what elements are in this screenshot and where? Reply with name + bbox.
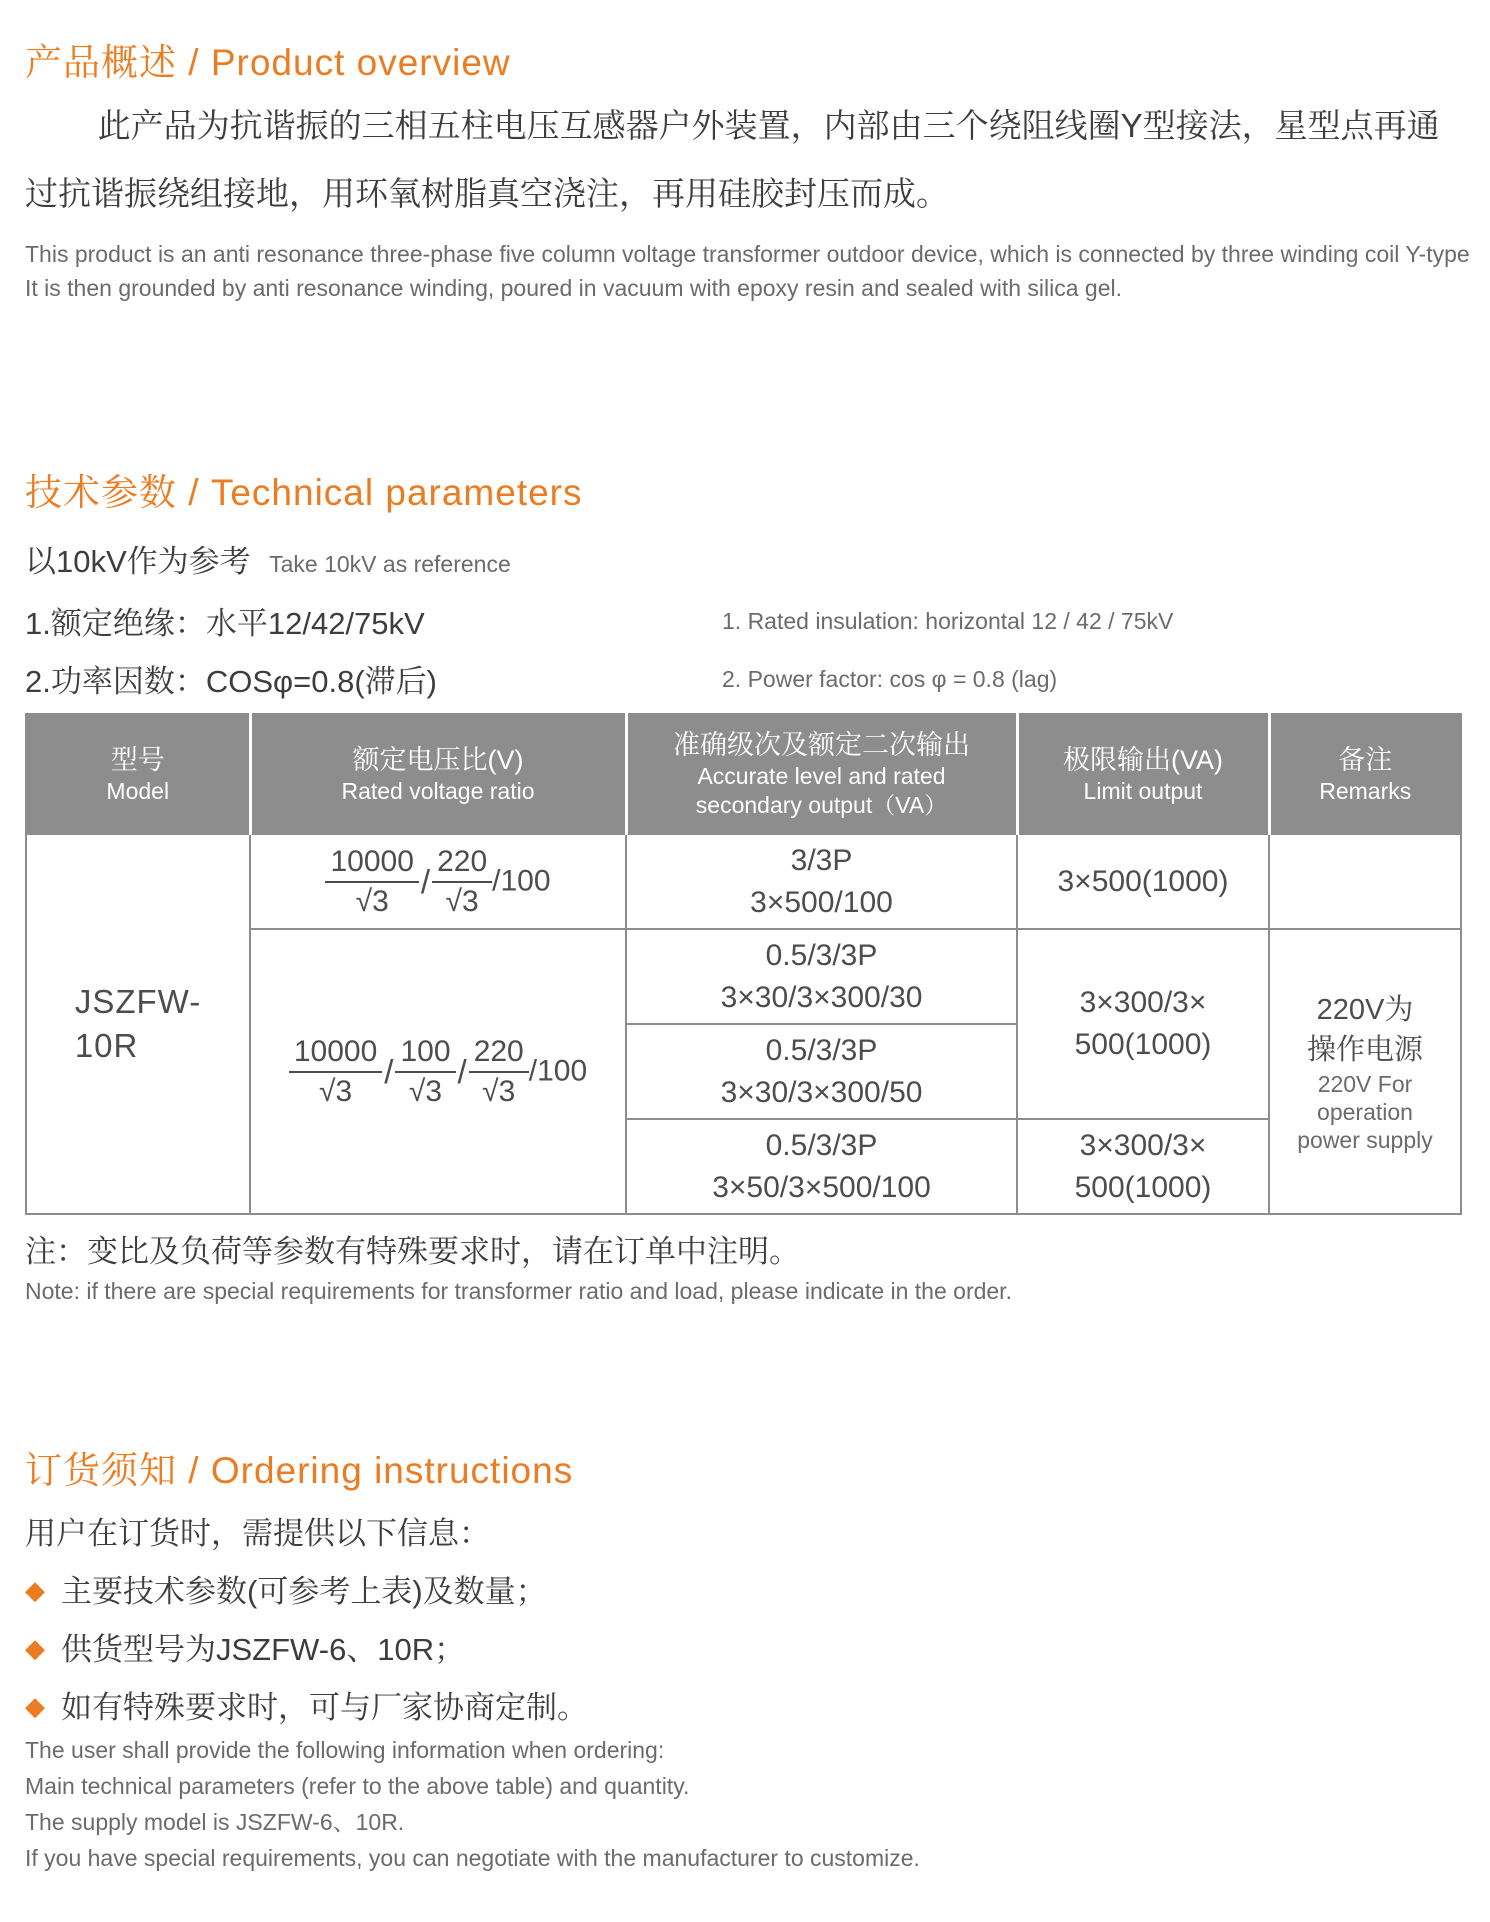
overview-paragraph-cn: 此产品为抗谐振的三相五柱电压互感器户外装置，内部由三个绕阻线圈Y型接法，星型点再通过抗谐振绕组接地，用环氧树脂真空浇注，再用硅胶封压而成。 <box>25 107 1440 212</box>
diamond-bullet-icon: ◆ <box>25 1633 45 1663</box>
bullet-text: 供货型号为JSZFW-6、10R； <box>61 1632 466 1667</box>
col-header-model-en: Model <box>106 777 170 804</box>
model-line-2: 10R <box>74 1027 139 1064</box>
voltage-fraction: $\frac{10000}{√3}$ <box>289 1036 382 1107</box>
accuracy-cell-row3: 0.5/3/3P 3×30/3×300/50 <box>626 1024 1017 1119</box>
tech-item-1-cn: 1.额定绝缘：水平12/42/75kV <box>25 606 425 641</box>
ordering-english-block <box>25 1732 920 1876</box>
limit-cell-row1: 3×500(1000) <box>1017 834 1269 929</box>
tech-item-2-en: 2. Power factor: cos φ = 0.8 (lag) <box>722 666 1058 692</box>
bullet-text: 如有特殊要求时，可与厂家协商定制。 <box>61 1690 588 1725</box>
col-header-limit-cn: 极限输出(VA) <box>1063 744 1223 775</box>
tech-item-1-en: 1. Rated insulation: horizontal 12 / 42 / 75kV <box>722 608 1174 634</box>
ordering-intro-cn: 用户在订货时，需提供以下信息： <box>25 1516 490 1551</box>
voltage-fraction: $\frac{10000}{√3}$ <box>325 846 418 917</box>
reference-text-cn: 以10kV作为参考 <box>25 544 251 579</box>
ordering-en-line-2: Main technical parameters (refer to the above table) and quantity. <box>25 1773 690 1799</box>
col-header-remarks-cn: 备注 <box>1338 744 1393 775</box>
col-header-accuracy <box>626 714 1017 834</box>
ordering-en-line-1: The user shall provide the following information when ordering: <box>25 1737 665 1763</box>
col-header-remarks-en: Remarks <box>1319 777 1412 804</box>
col-header-model <box>26 714 250 834</box>
overview-paragraph-en: This product is an anti resonance three-phase five column voltage transformer outdoor device, which is connected by three winding coil Y-type It is then grounded by anti resonance winding, poured in vacuum with epoxy resin and sealed with silica gel. <box>25 241 1470 301</box>
ordering-bullet-3 <box>25 1682 588 1727</box>
col-header-ratio-cn: 额定电压比(V) <box>352 744 524 775</box>
col-header-ratio-en: Rated voltage ratio <box>341 777 535 804</box>
reference-text-en: Take 10kV as reference <box>269 551 511 577</box>
table-note-en: Note: if there are special requirements for transformer ratio and load, please indicate in the order. <box>25 1278 1012 1304</box>
col-header-ratio <box>250 714 626 834</box>
table-row <box>26 834 1461 929</box>
col-header-model-cn: 型号 <box>110 744 165 775</box>
voltage-fraction: $\frac{220}{√3}$ <box>469 1036 529 1107</box>
col-header-limit <box>1017 714 1269 834</box>
ratio-cell-row1: $\frac{10000}{√3}$ / $\frac{220}{√3}$ /100 <box>250 834 626 929</box>
limit-cell-merged: 3×300/3× 500(1000) <box>1017 929 1269 1119</box>
voltage-fraction: $\frac{100}{√3}$ <box>395 1036 455 1107</box>
ratio-cell-merged: $\frac{10000}{√3}$ / $\frac{100}{√3}$ / $\frac{220}{√3}$ /100 <box>250 929 626 1214</box>
col-header-accuracy-en2: secondary output（VA） <box>695 792 948 818</box>
accuracy-cell-row4: 0.5/3/3P 3×50/3×500/100 <box>626 1119 1017 1214</box>
diamond-bullet-icon: ◆ <box>25 1691 45 1721</box>
reference-line <box>25 536 511 581</box>
table-note-cn: 注：变比及负荷等参数有特殊要求时，请在订单中注明。 <box>25 1234 800 1269</box>
parameters-table <box>25 713 1462 1215</box>
bullet-text: 主要技术参数(可参考上表)及数量； <box>61 1574 547 1609</box>
ordering-bullet-1 <box>25 1566 547 1611</box>
remark-cell-row1-empty <box>1269 834 1461 929</box>
model-cell <box>26 834 250 1214</box>
col-header-limit-en: Limit output <box>1083 777 1203 804</box>
table-header-row <box>26 714 1461 834</box>
diamond-bullet-icon: ◆ <box>25 1575 45 1605</box>
remark-cell-merged: 220V为 操作电源 220V For operation power supply <box>1269 929 1461 1214</box>
overview-heading: 产品概述 / Product overview <box>25 42 511 83</box>
accuracy-cell-row1: 3/3P 3×500/100 <box>626 834 1017 929</box>
limit-cell-row4: 3×300/3× 500(1000) <box>1017 1119 1269 1214</box>
accuracy-cell-row2: 0.5/3/3P 3×30/3×300/30 <box>626 929 1017 1024</box>
ordering-en-line-3: The supply model is JSZFW-6、10R. <box>25 1809 405 1835</box>
col-header-accuracy-en1: Accurate level and rated <box>697 763 946 789</box>
ordering-heading: 订货须知 / Ordering instructions <box>25 1450 574 1491</box>
model-line-1: JSZFW- <box>74 983 202 1020</box>
model-text <box>75 980 201 1068</box>
voltage-fraction: $\frac{220}{√3}$ <box>432 846 492 917</box>
col-header-accuracy-cn: 准确级次及额定二次输出 <box>673 730 970 760</box>
ordering-bullet-2 <box>25 1624 465 1669</box>
technical-heading: 技术参数 / Technical parameters <box>25 472 583 513</box>
ordering-en-line-4: If you have special requirements, you can negotiate with the manufacturer to customize. <box>25 1845 920 1871</box>
tech-item-2-cn: 2.功率因数：COSφ=0.8(滞后) <box>25 664 437 699</box>
col-header-remarks <box>1269 714 1461 834</box>
